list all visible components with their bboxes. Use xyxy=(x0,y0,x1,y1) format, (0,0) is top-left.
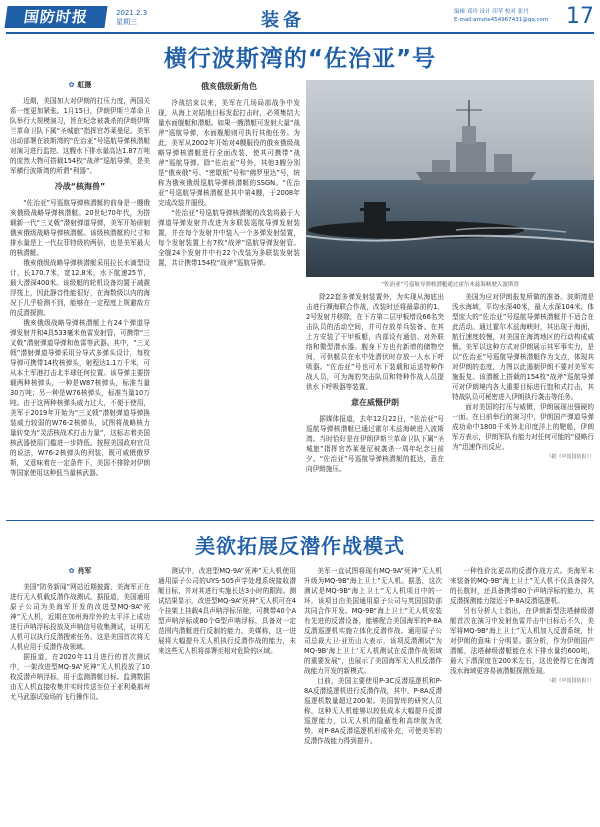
masthead xyxy=(6,4,594,34)
article1-author-line xyxy=(10,80,150,90)
article1-paragraph: “佐治亚”号巡航导弹核潜艇的前身是一艘俄亥俄级战略导弹核潜艇。20世纪70年代，为搭载新一代“三叉戟”潜射弹道导弹，美军开始研制俄亥俄级战略导弹核潜艇。该级核潜艇的尺寸和排水量是上一代拉菲特级的两倍，也是美军最大的核潜艇。 xyxy=(10,199,150,257)
article2-paragraph: 目前，美国主要使用P-3C反潜巡逻机和P-8A反潜巡逻机进行反潜作战，其中，P-8A反潜巡逻机数量超过200架。美国智库的研究人员称，这种无人机能够以较低成本大幅提升反潜巡逻能力，以无人机的隐蔽性和高续航为优势，对P-8A反潜巡逻机形成补充，可使美军的反潜作战能力得到提升。 xyxy=(304,677,442,745)
article1-author: 虹摄 xyxy=(77,81,92,89)
issue-date-block xyxy=(116,9,147,27)
submarine-photo-graphic xyxy=(306,80,594,277)
article2-author-line xyxy=(10,566,150,576)
article2-paragraph: 据报道，在2020年11月进行的首次测试中，一架改进型MQ-9A“死神”无人机投放了10枚反潜声呐浮标，用于监测潜艇目标。监测数据由无人机直接收集并实时传送至位于亚利桑那州尤马武器试验场的飞行操作员。 xyxy=(10,653,150,701)
section-divider xyxy=(6,520,594,521)
article1-paragraph: “佐治亚”号巡航导弹核潜艇的改装将最于大弹道导弹发射井改进为多联装巡航导弹发射装置，并在每个发射井中装入一个多弹发射装置，每个发射装置上有7枚“战斧”巡航导弹发射管。全舰24个发射井中有22个改装为多联装发射装置，共计携带154枚“战斧”巡航导弹。 xyxy=(158,209,300,267)
article1-paragraph: 面对美国的打压与威慑，伊朗展现出强硬的一面。在日前举行的演习中，伊朗国产弹道导弹成功命中1800千米外北印度洋上的靶船，伊朗军方表示，伊朗军队有能力对任何可能的“侵略行为”迅速作出反应。 xyxy=(452,403,594,451)
editor-info xyxy=(454,8,574,24)
article2-paragraph: 美国“防务新闻”网站近期披露，美海军正在进行无人机载反潜作战测试。据报道，美国通用原子公司为美海军开发的改进型MQ-9A“死神”无人机，近期在加州海岸外的太平洋上成功进行声呐浮标投放及声呐信号收集测试，证明无人机可以执行反潜搜索任务。这是美国首次将无人机应用于反潜作战领域。 xyxy=(10,583,150,651)
section-title: 装备 xyxy=(261,10,305,31)
article1-subhead-1: 冷战“核海兽” xyxy=(54,182,106,191)
article1-column-2 xyxy=(158,80,300,512)
article2-column-3 xyxy=(304,566,442,824)
article1-column-3 xyxy=(306,292,444,514)
author-mark-icon: ✿ xyxy=(68,81,75,89)
article2-paragraph: 另有分析人士指出，在伊朗新型法塔赫级潜艇首次在演习中发射鱼雷并击中目标后不久，美军将MQ-9B“海上卫士”无人机加入反潜系统，针对伊朗的意味十分明显。据分析，作为伊朗国产潜艇，法塔赫级潜艇能在水下排水量约600吨，最大下潜深度在200米左右，这也使得它在海湾浅水海域更容易被潜艇探测发现。 xyxy=(450,607,594,675)
newspaper-logo: 国防时报 xyxy=(4,6,107,28)
article2-title: 美欲拓展反潜作战模式 xyxy=(195,534,405,558)
page-number: 17 xyxy=(566,4,594,29)
issue-weekday: 星期三 xyxy=(116,18,137,26)
article1-column-1 xyxy=(10,80,150,512)
article1-subhead-3: 意在威慑伊朗 xyxy=(351,398,399,407)
article1-paragraph: 据媒体报道，去年12月22日，“佐治亚”号巡航导弹核潜艇已通过霍尔木兹海峡进入波斯湾。当时恰好是在伊朗伊斯兰革命卫队下属“圣城旅”指挥官苏莱曼尼被袭杀一周年纪念日前夕。“佐治亚”号巡航导弹核潜艇的抵达，意在向伊朗施压。 xyxy=(306,415,444,473)
article2-column-2 xyxy=(158,566,296,824)
article2-credit: （据《中国国防报》） xyxy=(546,678,594,684)
article1-paragraph: 冷战结束以来，美军在几场局部战争中发现，从海上对陆地目标发起打击时，必须集结大量水面舰艇和潜艇。如果一艘潜艇可发射大量“战斧”巡航导弹，水面舰艇则可执行其他任务。为此，美军从2002年开始对4艘服役的俄亥俄级战略导弹核潜艇进行全面改装，使其可携带“战斧”巡航导弹。除“佐治亚”号外，其他3艘分别是“俄亥俄”号、“密歇根”号和“佛罗里达”号，统称为俄亥俄级巡航导弹核潜艇的SSGN。“佐治亚”号巡航导弹核潜艇是其中第4艘，于2008年完成改装并服役。 xyxy=(158,99,300,207)
article1-column-4 xyxy=(452,292,594,514)
photo-caption: “佐治亚”号巡航导弹核潜艇通过霍尔木兹海峡驶入波斯湾 xyxy=(381,282,519,288)
article1-paragraph: 俄亥俄级战略导弹核潜艇采用拉长水滴型设计，长170.7米，宽12.8米，水下航速25节，最大潜深400米。该级艇的轮机设备均置于减震浮筏上，因此静音性能很好，在海数级以内的海况下几乎检测不到，能够在一定程度上规避敌方的反潜探测。 xyxy=(10,259,150,317)
article1-paragraph: 俄亥俄级战略导弹核潜艇上有24个弹道导弹发射井和4具533毫米鱼雷发射管，可携带“三叉戟”潜射弹道导弹和鱼雷等武器。其中，“三叉戟”潜射弹道导弹采用分导式多弹头设计，每枚导弹可携带14枚核弹头，射程达1.1万千米，可从本土军港打击北半球任何位置。该导弹主要搭载两种核弹头，一种是W87核弹头，标准当量30万吨；另一种是W76核弹头，标准当量10万吨。由于这两种核弹头威力过大，不便于使用，美军于2019年开始为“三叉戟”潜射弹道导弹换装威力较弱的W76-2核弹头，试图将战略核力量转变为“灵活核战术打击力量”，这标志着美国核武器使用门槛进一步降低。按照美国政府官员的说法，W76-2核弹头的列装，既可威慑俄罗斯，又意味着在一定条件下，美国不排除对伊朗等国家使用这种低当量核武器。 xyxy=(10,319,150,477)
editor-email: E-mail:amote454967431@qq.com xyxy=(454,17,549,23)
article2-paragraph: 美军一直试图将现有MQ-9A“死神”无人机升级为MQ-9B“海上卫士”无人机。据悉，这次测试是MQ-9B“海上卫士”无人机项目中的一环，该项目由美国通用原子公司与英国国防部共同合作开发。MQ-9B“海上卫士”无人机安装有先进的反潜设备，能够配合美国海军的P-8A反潜巡逻机实施立体化反潜作战。通用原子公司总裁大卫·亚历山大表示，该项反潜测试“为MQ-9B‘海上卫士’无人机测试在反潜作战领域的重要发展”，也展示了美国海军无人机反潜作战能力开发的新模式。 xyxy=(304,567,442,675)
article1-paragraph: 美国为应对伊朗报复所做的准备。波斯湾是浅水海域，平均水深40米，最大水深104米。体型庞大的“佐治亚”号巡航导弹核潜艇并不适合在此活动。通过霍尔木兹海峡时，其出现于海面，航行速度较慢，对美国在海湾地区的行动构成威慑。美军以这种方式对伊朗展示其军事实力，是以“佐治亚”号巡航导弹核潜艇作为支点，体现其对伊朗的态度，力图以此遏制伊朗不要对美军实施报复。该潜艇上搭载的154枚“战斧”巡航导弹可对伊朗境内各大重要目标进行饱和式打击，其特战队员可秘密进入伊朗执行袭击等任务。 xyxy=(452,293,594,401)
article1-paragraph: 除22套多弹发射装置外，为实现从海底出击进行濒海联合作战，改装时还将最靠前的1、2号发射井移除，在下方第二层甲板增设66名突击队员的活动空间，并可存放单兵装备。在其上方安装了干甲板艇，内部设有通信、对外联络和微型潜水器。舰身下方也有新增的储物空间，可供艇员在水中处潜伏时存放一人水下呼吸器。“佐治亚”号也可水下装载和运送特种作战人员，可为海豹突击队员和特种作战人员提供水下呼吸器等装置。 xyxy=(306,293,444,391)
editor-names: 编辑 邓玲 设计 印苹 校对 张丹 xyxy=(454,9,529,15)
article1-subhead-2: 俄亥俄级新角色 xyxy=(201,82,257,91)
article2-paragraph: 一种性价比更高的反潜作战方式。美海军未来装备的MQ-9B“海上卫士”无人机不仅具备持久的长航时，还具备携带80个声呐浮标的能力，其反潜探测能力接近于P-8A反潜巡逻机。 xyxy=(450,567,594,605)
submarine-photo xyxy=(306,80,594,277)
author-mark-icon: ✿ xyxy=(68,567,75,575)
issue-date: 2021.2.3 xyxy=(116,9,148,17)
article1-title: 横行波斯湾的“佐治亚”号 xyxy=(163,46,437,72)
article2-column-4 xyxy=(450,566,594,824)
article1-paragraph: 近期，美国加大对伊朗的打压力度，两国关系一度更加紧张。1月15日，伊朗伊斯兰革命卫队举行大规模演习，旨在纪念被袭杀的伊朗伊斯兰革命卫队下属“圣城旅”指挥官苏莱曼尼。美军出动部署在波斯湾的“佐治亚”号巡航导弹核潜艇对演习进行监控。这艘水下排水量高达1.87万吨的庞然大物可搭载154枚“战斧”巡航导弹，是美军横行波斯湾的所谓“利器”。 xyxy=(10,97,150,175)
article2-author: 肖军 xyxy=(77,567,92,575)
article2-column-1 xyxy=(10,566,150,824)
article1-credit: （据《中国国防报》） xyxy=(546,454,594,460)
article2-paragraph: 测试中，改进型MQ-9A“死神”无人机使用通用原子公司的UYS-505声学处理系统接收潜艇目标，并对其进行实施长达3小时的跟踪。测试结果显示，改进型MQ-9A“死神”无人机可在4个挂架上挂载4具声呐浮标吊舱，可携带40个A型声呐浮标或80个G型声呐浮标，具备对一定范围内潜艇进行反制的能力。美媒称，这一进展将大幅提升无人机执行反潜作战的能力，未来这些无人机将部署至相对危险的区域。 xyxy=(158,567,296,655)
